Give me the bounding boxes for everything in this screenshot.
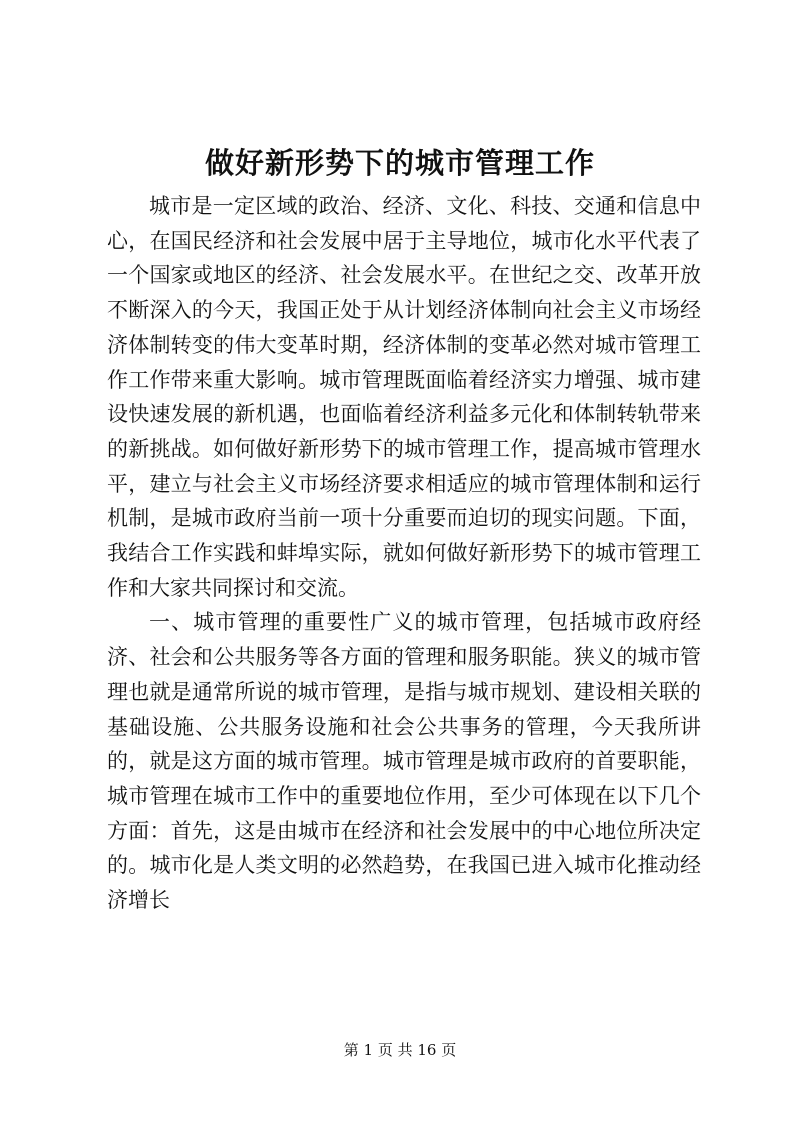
paragraph-section-one: 一、城市管理的重要性广义的城市管理，包括城市政府经济、社会和公共服务等各方面的管理和服务职能。狭义的城市管理也就是通常所说的城市管理，是指与城市规划、建设相关联的基础设施、公共服务设施和社会公共事务的管理，今天我所讲的，就是这方面的城市管理。城市管理是城市政府的首要职能，城市管理在城市工作中的重要地位作用，至少可体现在以下几个方面：首先，这是由城市在经济和社会发展中的中心地位所决定的。城市化是人类文明的必然趋势，在我国已进入城市化推动经济增长 [107, 610, 701, 913]
document-body [107, 189, 701, 918]
page-footer: 第 1 页 共 16 页 [343, 1041, 457, 1059]
paragraph-intro: 城市是一定区域的政治、经济、文化、科技、交通和信息中心，在国民经济和社会发展中居于主导地位，城市化水平代表了一个国家或地区的经济、社会发展水平。在世纪之交、改革开放不断深入的今天，我国正处于从计划经济体制向社会主义市场经济体制转变的伟大变革时期，经济体制的变革必然对城市管理工作工作带来重大影响。城市管理既面临着经济实力增强、城市建设快速发展的新机遇，也面临着经济利益多元化和体制转轨带来的新挑战。如何做好新形势下的城市管理工作，提高城市管理水平，建立与社会主义市场经济要求相适应的城市管理体制和运行机制，是城市政府当前一项十分重要而迫切的现实问题。下面，我结合工作实践和蚌埠实际，就如何做好新形势下的城市管理工作和大家共同探讨和交流。 [107, 194, 701, 600]
document-title: 做好新形势下的城市管理工作 [204, 146, 595, 180]
